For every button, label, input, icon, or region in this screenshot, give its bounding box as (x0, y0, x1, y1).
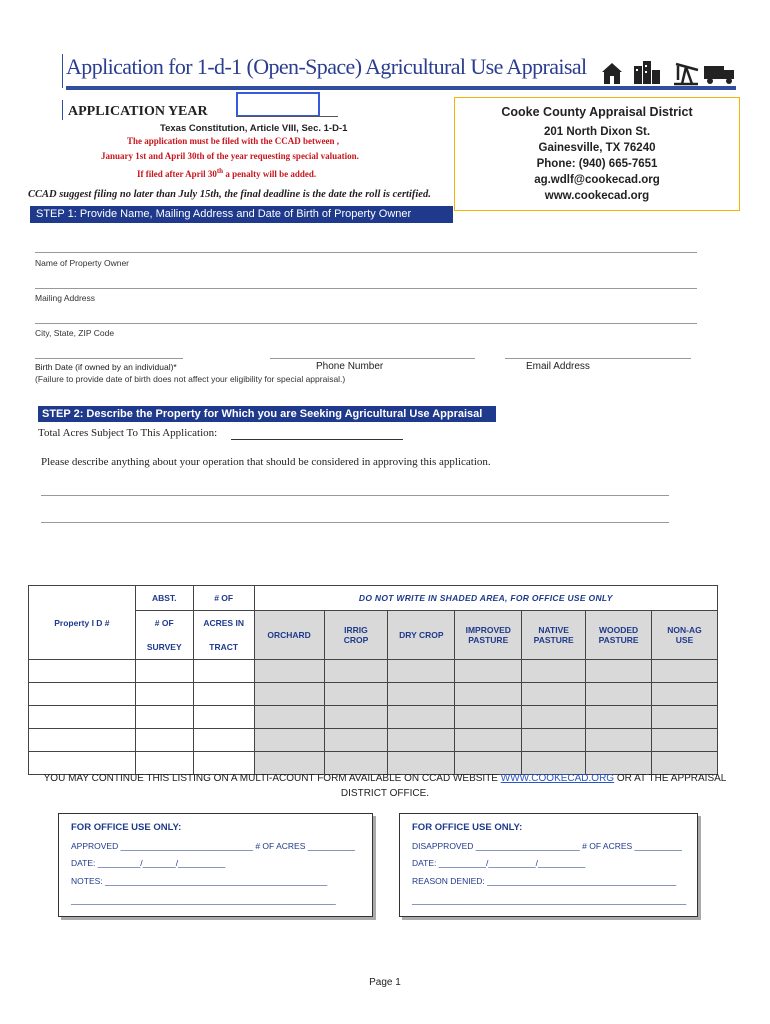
disapproved-date-field[interactable]: DATE: __________/__________/__________ (412, 858, 586, 868)
table-cell-office (324, 683, 388, 706)
table-cell-office (254, 660, 324, 683)
table-cell-input[interactable] (193, 683, 254, 706)
header-icons (600, 58, 738, 86)
barn-icon (602, 63, 622, 84)
cookecad-link[interactable]: WWW.COOKECAD.ORG (500, 773, 615, 784)
approved-field[interactable]: APPROVED ____________________________ # OF ACRES __________ (71, 841, 356, 851)
col-acres-3: TRACT (193, 635, 254, 660)
mailing-address-field[interactable] (35, 288, 697, 289)
col-abst-3: SURVEY (135, 635, 193, 660)
col-non-ag-use: NON-AG USE (652, 611, 718, 660)
office-use-disapproved-box (399, 813, 698, 917)
step2-heading: STEP 2: Describe the Property for Which you are Seeking Agricultural Use Appraisal (38, 406, 496, 422)
table-cell-office (455, 706, 522, 729)
col-native-pasture: NATIVE PASTURE (522, 611, 586, 660)
office-use-banner: DO NOT WRITE IN SHADED AREA, FOR OFFICE USE ONLY (254, 586, 717, 611)
property-rows (29, 660, 718, 775)
application-year-input[interactable] (236, 92, 320, 117)
birth-date-field[interactable] (35, 358, 183, 359)
office-right-heading: FOR OFFICE USE ONLY: (412, 822, 523, 833)
district-city: Gainesville, TX 76240 (538, 142, 656, 154)
office-use-approved-box (58, 813, 373, 917)
buildings-icon (634, 61, 660, 84)
col-abst-2: # OF (135, 611, 193, 636)
col-wooded-pasture: WOODED PASTURE (586, 611, 652, 660)
constitution-reference: Texas Constitution, Article VIII, Sec. 1-D-1 (160, 123, 348, 134)
table-cell-office (586, 706, 652, 729)
step1-heading: STEP 1: Provide Name, Mailing Address and Date of Birth of Property Owner (30, 206, 453, 223)
reason-denied-field[interactable]: REASON DENIED: ________________________________________ (412, 876, 677, 886)
table-cell-input[interactable] (29, 729, 136, 752)
col-acres-2: ACRES IN (193, 611, 254, 636)
table-row (29, 729, 718, 752)
table-row (29, 706, 718, 729)
table-cell-input[interactable] (135, 706, 193, 729)
year-accent-bar (62, 100, 63, 120)
table-cell-input[interactable] (29, 683, 136, 706)
reason-denied-field-2[interactable]: __________________________________________________________ (412, 895, 687, 905)
table-cell-office (455, 660, 522, 683)
col-irrig-crop: IRRIG CROP (324, 611, 388, 660)
district-info-box (454, 97, 740, 211)
table-cell-input[interactable] (135, 729, 193, 752)
owner-name-field[interactable] (35, 252, 697, 253)
disapproved-field[interactable]: DISAPPROVED ______________________ # OF ACRES __________ (412, 841, 682, 851)
table-cell-office (324, 706, 388, 729)
filing-notice-line1: The application must be filed with the CCAD between , (127, 136, 340, 146)
phone-number-label: Phone Number (316, 361, 384, 372)
table-cell-input[interactable] (193, 660, 254, 683)
birth-date-label: Birth Date (if owned by an individual)* (35, 362, 177, 372)
table-cell-office (455, 729, 522, 752)
table-cell-office (388, 706, 455, 729)
table-cell-input[interactable] (193, 729, 254, 752)
title-rule (66, 86, 736, 90)
property-table (28, 585, 718, 775)
table-cell-office (254, 729, 324, 752)
describe-line-2[interactable] (41, 522, 669, 523)
office-left-heading: FOR OFFICE USE ONLY: (71, 822, 182, 833)
col-improved-pasture: IMPROVED PASTURE (455, 611, 522, 660)
total-acres-field[interactable] (231, 439, 403, 440)
table-cell-office (586, 660, 652, 683)
district-phone: Phone: (940) 665-7651 (536, 158, 658, 170)
table-row (29, 683, 718, 706)
application-year-label: APPLICATION YEAR (68, 104, 208, 119)
filing-suggestion: CCAD suggest filing no later than July 15th, the final deadline is the date the roll is certified. (28, 189, 431, 200)
table-cell-office (254, 706, 324, 729)
page-title: Application for 1-d-1 (Open-Space) Agricultural Use Appraisal (66, 54, 587, 79)
col-property-id: Property I D # (29, 586, 136, 660)
table-cell-input[interactable] (193, 706, 254, 729)
notes-field[interactable]: NOTES: _______________________________________________ (71, 876, 328, 886)
table-cell-office (324, 729, 388, 752)
mailing-address-label: Mailing Address (35, 293, 96, 303)
district-website: www.cookecad.org (544, 190, 650, 202)
district-email: ag.wdlf@cookecad.org (534, 174, 660, 186)
table-cell-office (254, 683, 324, 706)
oil-pump-icon (674, 64, 698, 84)
table-cell-office (522, 683, 586, 706)
table-cell-office (455, 683, 522, 706)
filing-notice-line2: January 1st and April 30th of the year requesting special valuation. (101, 151, 359, 161)
table-cell-office (522, 706, 586, 729)
table-cell-office (652, 729, 718, 752)
table-cell-input[interactable] (135, 660, 193, 683)
table-cell-office (522, 660, 586, 683)
table-cell-office (388, 729, 455, 752)
district-name: Cooke County Appraisal District (501, 105, 693, 119)
application-year-underline (236, 116, 338, 117)
table-cell-office (652, 706, 718, 729)
table-cell-office (522, 729, 586, 752)
col-abst-1: ABST. (135, 586, 193, 611)
table-cell-input[interactable] (29, 660, 136, 683)
table-cell-office (652, 660, 718, 683)
city-state-zip-field[interactable] (35, 323, 697, 324)
owner-name-label: Name of Property Owner (35, 258, 130, 268)
col-dry-crop: DRY CROP (388, 611, 455, 660)
approved-date-field[interactable]: DATE: _________/_______/__________ (71, 858, 226, 868)
city-state-zip-label: City, State, ZIP Code (35, 328, 115, 338)
table-cell-input[interactable] (135, 683, 193, 706)
truck-icon (704, 66, 734, 84)
table-cell-office (586, 729, 652, 752)
continue-note: YOU MAY CONTINUE THIS LISTING ON A MULTI-ACOUNT FORM AVAILABLE ON CCAD WEBSITE WWW.COOKECAD.ORG OR AT THE APPRAISAL DISTRICT OFFICE. (43, 773, 727, 799)
email-address-label: Email Address (526, 361, 590, 372)
birth-date-footnote: (Failure to provide date of birth does not affect your eligibility for special appraisal.) (35, 374, 346, 384)
notes-field-2[interactable]: ________________________________________________________ (71, 895, 336, 905)
table-cell-office (652, 683, 718, 706)
total-acres-label: Total Acres Subject To This Application: (38, 427, 218, 439)
describe-label: Please describe anything about your operation that should be considered in approving this application. (41, 456, 491, 468)
email-address-field[interactable] (505, 358, 691, 359)
col-acres-1: # OF (193, 586, 254, 611)
table-cell-office (586, 683, 652, 706)
table-cell-office (388, 660, 455, 683)
table-row (29, 660, 718, 683)
describe-line-1[interactable] (41, 495, 669, 496)
penalty-notice: If filed after April 30th a penalty will be added. (137, 167, 317, 179)
title-accent-bar (62, 54, 63, 88)
page-number: Page 1 (369, 977, 401, 988)
table-cell-input[interactable] (29, 706, 136, 729)
table-cell-office (388, 683, 455, 706)
district-address: 201 North Dixon St. (543, 126, 651, 138)
phone-number-field[interactable] (270, 358, 475, 359)
col-orchard: ORCHARD (254, 611, 324, 660)
table-cell-office (324, 660, 388, 683)
